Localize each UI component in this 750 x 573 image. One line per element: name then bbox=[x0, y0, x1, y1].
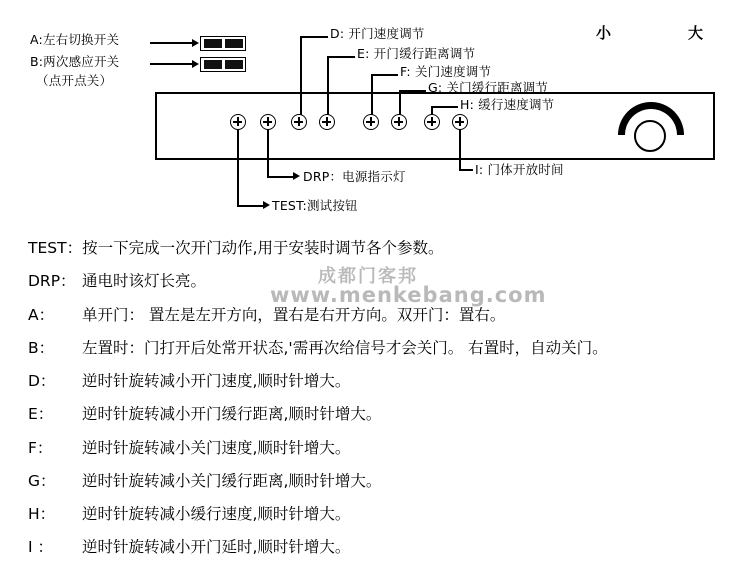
legend-key: DRP： bbox=[28, 272, 76, 291]
legend-list bbox=[28, 240, 728, 573]
legend-desc: 逆时针旋转减小开门速度,顺时针增大。 bbox=[82, 372, 351, 391]
legend-key: H： bbox=[28, 505, 56, 524]
legend-item bbox=[28, 440, 728, 456]
leader-e-v bbox=[327, 56, 329, 115]
leader-test-v bbox=[237, 130, 239, 206]
legend-key: G： bbox=[28, 471, 56, 490]
legend-key: B： bbox=[28, 338, 55, 357]
leader-a bbox=[150, 42, 194, 44]
legend-item bbox=[28, 506, 728, 522]
legend-item bbox=[28, 273, 728, 289]
leader-h-v bbox=[431, 106, 433, 115]
callout-label-b-note: （点开点关） bbox=[36, 73, 113, 88]
legend-item bbox=[28, 406, 728, 422]
callout-label-g: G: 关门缓行距离调节 bbox=[428, 80, 549, 95]
callout-label-test: TEST:测试按钮 bbox=[272, 198, 358, 213]
legend-desc: 逆时针旋转减小关门缓行距离,顺时针增大。 bbox=[82, 471, 382, 490]
knob-drp-indicator[interactable] bbox=[260, 114, 276, 130]
legend-desc: 逆时针旋转减小开门缓行距离,顺时针增大。 bbox=[82, 405, 382, 424]
leader-f-v bbox=[371, 74, 373, 115]
rotary-speed-dial[interactable] bbox=[596, 100, 706, 152]
leader-i-h bbox=[459, 169, 473, 171]
leader-d-v bbox=[300, 36, 302, 115]
legend-desc: 逆时针旋转减小缓行速度,顺时针增大。 bbox=[82, 505, 351, 524]
legend-desc: 逆时针旋转减小开门延时,顺时针增大。 bbox=[82, 538, 351, 557]
knob-g-close-slow-distance[interactable] bbox=[391, 114, 407, 130]
callout-label-h: H: 缓行速度调节 bbox=[460, 97, 555, 112]
leader-test-arrow bbox=[263, 201, 270, 209]
knob-d-open-speed[interactable] bbox=[291, 114, 307, 130]
leader-i-v bbox=[459, 130, 461, 170]
legend-desc: 逆时针旋转减小关门速度,顺时针增大。 bbox=[82, 438, 351, 457]
callout-label-i: I: 门体开放时间 bbox=[475, 162, 564, 177]
callout-label-a: A:左右切换开关 bbox=[30, 32, 120, 47]
legend-item bbox=[28, 373, 728, 389]
callout-label-e: E: 开门缓行距离调节 bbox=[357, 46, 476, 61]
legend-key: TEST： bbox=[28, 239, 83, 257]
knob-f-close-speed[interactable] bbox=[363, 114, 379, 130]
controller-diagram bbox=[0, 0, 750, 235]
callout-label-b: B:两次感应开关 bbox=[30, 54, 120, 69]
leader-drp-arrow bbox=[293, 172, 300, 180]
dip-switch-a-slot-right bbox=[225, 39, 243, 48]
callout-label-f: F: 关门速度调节 bbox=[400, 64, 492, 79]
callout-label-d: D: 开门速度调节 bbox=[330, 26, 425, 41]
callout-label-drp: DRP：电源指示灯 bbox=[303, 169, 406, 184]
legend-desc: 左置时：门打开后处常开状态,'需再次给信号才会关门。 右置时，自动关门。 bbox=[82, 338, 608, 357]
dip-switch-a-slot-left bbox=[204, 39, 222, 48]
leader-b-arrow bbox=[192, 60, 199, 68]
legend-key: D： bbox=[28, 372, 56, 391]
legend-desc: 通电时该灯长亮。 bbox=[82, 272, 207, 291]
legend-key: F： bbox=[28, 438, 53, 457]
watermark-line-1: 成都门客邦 bbox=[318, 266, 418, 287]
dial-max-label: 大 bbox=[688, 24, 704, 42]
knob-e-open-slow-distance[interactable] bbox=[319, 114, 335, 130]
leader-test-h bbox=[237, 205, 265, 207]
legend-key: I ： bbox=[28, 538, 53, 557]
dip-switch-b-slot-right bbox=[225, 60, 243, 69]
leader-g-v bbox=[399, 90, 401, 115]
knob-i-hold-open-time[interactable] bbox=[424, 114, 440, 130]
dial-min-label: 小 bbox=[596, 24, 612, 42]
legend-key: A： bbox=[28, 305, 55, 324]
legend-item bbox=[28, 539, 728, 555]
legend-item bbox=[28, 473, 728, 489]
leader-drp-v bbox=[267, 130, 269, 177]
dip-switch-b-slot-left bbox=[204, 60, 222, 69]
dip-switch-b[interactable] bbox=[200, 57, 246, 72]
leader-d-h bbox=[300, 36, 328, 38]
leader-b bbox=[150, 63, 194, 65]
leader-f-h bbox=[371, 74, 398, 76]
legend-item bbox=[28, 307, 728, 323]
knob-test-button[interactable] bbox=[230, 114, 246, 130]
dial-knob[interactable] bbox=[634, 120, 666, 152]
legend-item bbox=[28, 340, 728, 356]
knob-h-slow-speed[interactable] bbox=[452, 114, 468, 130]
dip-switch-a[interactable] bbox=[200, 36, 246, 51]
leader-a-arrow bbox=[192, 39, 199, 47]
legend-item bbox=[28, 240, 728, 256]
watermark-line-2: www.menkebang.com bbox=[270, 283, 547, 307]
legend-key: E： bbox=[28, 405, 54, 424]
legend-desc: 按一下完成一次开门动作,用于安装时调节各个参数。 bbox=[82, 239, 444, 257]
leader-drp-h bbox=[267, 176, 295, 178]
legend-desc: 单开门： 置左是左开方向，置右是右开方向。双开门：置右。 bbox=[82, 305, 506, 324]
leader-h-h bbox=[431, 106, 458, 108]
leader-g-h bbox=[399, 90, 426, 92]
leader-e-h bbox=[327, 56, 355, 58]
